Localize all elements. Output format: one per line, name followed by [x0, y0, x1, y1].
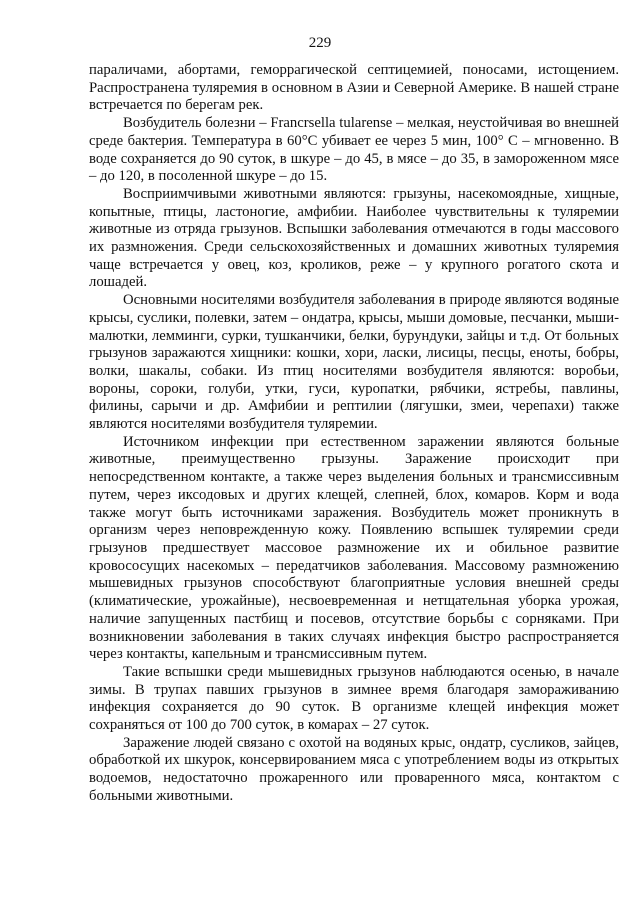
paragraph-human-infection: Заражение людей связано с охотой на водяных крыс, ондатр, сусликов, зайцев, обработкой их шкурок, консервированием мяса с употреблением воды из открытых водоемов, недостаточно прожаренного или проваренного мяса, контактом с больными животными.: [89, 734, 619, 804]
body-text: [89, 62, 619, 806]
paragraph-continuation: параличами, абортами, геморрагической септицемией, поносами, истощением. Распространена туляремия в основном в Азии и Северной Америке. В нашей стране встречается по берегам рек.: [89, 62, 619, 114]
page-number: 229: [308, 35, 332, 51]
paragraph-outbreaks: Такие вспышки среди мышевидных грызунов наблюдаются осенью, в начале зимы. В трупах павших грызунов в зимнее время благодаря замораживанию инфекция сохраняется до 90 суток. В организме клещей инфекция может сохраняться от 100 до 700 суток, в комарах – 27 суток.: [89, 663, 619, 734]
paragraph-pathogen: Возбудитель болезни – Francrsella tularense – мелкая, неустойчивая во внешней среде бактерия. Температура в 60°С убивает ее через 5 мин, 100° С – мгновенно. В воде сохраняется до 90 суток, в шкуре – до 45, в мясе – до 35, в замороженном мясе – до 120, в посоленной шкуре – до 15.: [89, 115, 619, 185]
paragraph-susceptible-animals: Восприимчивыми животными являются: грызуны, насекомоядные, хищные, копытные, птицы, ластоногие, амфибии. Наиболее чувствительны к туляремии животные из отряда грызунов. Вспышки заболевания отмечаются в годы массового их размножения. Среди сельскохозяйственных и домашних животных туляремия чаще встречается у овец, коз, кроликов, реже – у крупного рогатого скота и лошадей.: [89, 185, 619, 291]
paragraph-infection-source: Источником инфекции при естественном заражении являются больные животные, преимущественно грызуны. Заражение происходит при непосредственном контакте, а также через выделения больных и трансмиссивным путем, через иксодовых и других клещей, слепней, блох, комаров. Корм и вода также могут быть источниками заражения. Возбудитель может проникнуть в организм через неповрежденную кожу. Появлению вспышек туляремии среди грызунов предшествует массовое размножение их и обильное развитие кровососущих насекомых – передатчиков заболевания. Массовому размножению мышевидных грызунов способствуют благоприятные условия внешней среды (климатические, урожайные), несвоевременная и нетщательная уборка урожая, наличие запущенных пастбищ и посевов, отсутствие борьбы с сорняками. При возникновении заболевания в таких случаях инфекция быстро распространяется через контакты, капельным и трансмиссивным путем.: [89, 433, 619, 663]
paragraph-carriers: Основными носителями возбудителя заболевания в природе являются водяные крысы, суслики, полевки, затем – ондатра, крысы, мыши домовые, песчанки, мыши-малютки, лемминги, сурки, тушканчики, белки, бурундуки, зайцы и т.д. От больных грызунов заражаются хищники: кошки, хори, ласки, лисицы, песцы, еноты, бобры, волки, шакалы, собаки. Из птиц носителями возбудителя являются: воробьи, вороны, сороки, голуби, утки, гуси, куропатки, рябчики, ястребы, павлины, филины, сарычи и др. Амфибии и рептилии (лягушки, змеи, черепахи) также являются носителями возбудителя туляремии.: [89, 292, 619, 433]
